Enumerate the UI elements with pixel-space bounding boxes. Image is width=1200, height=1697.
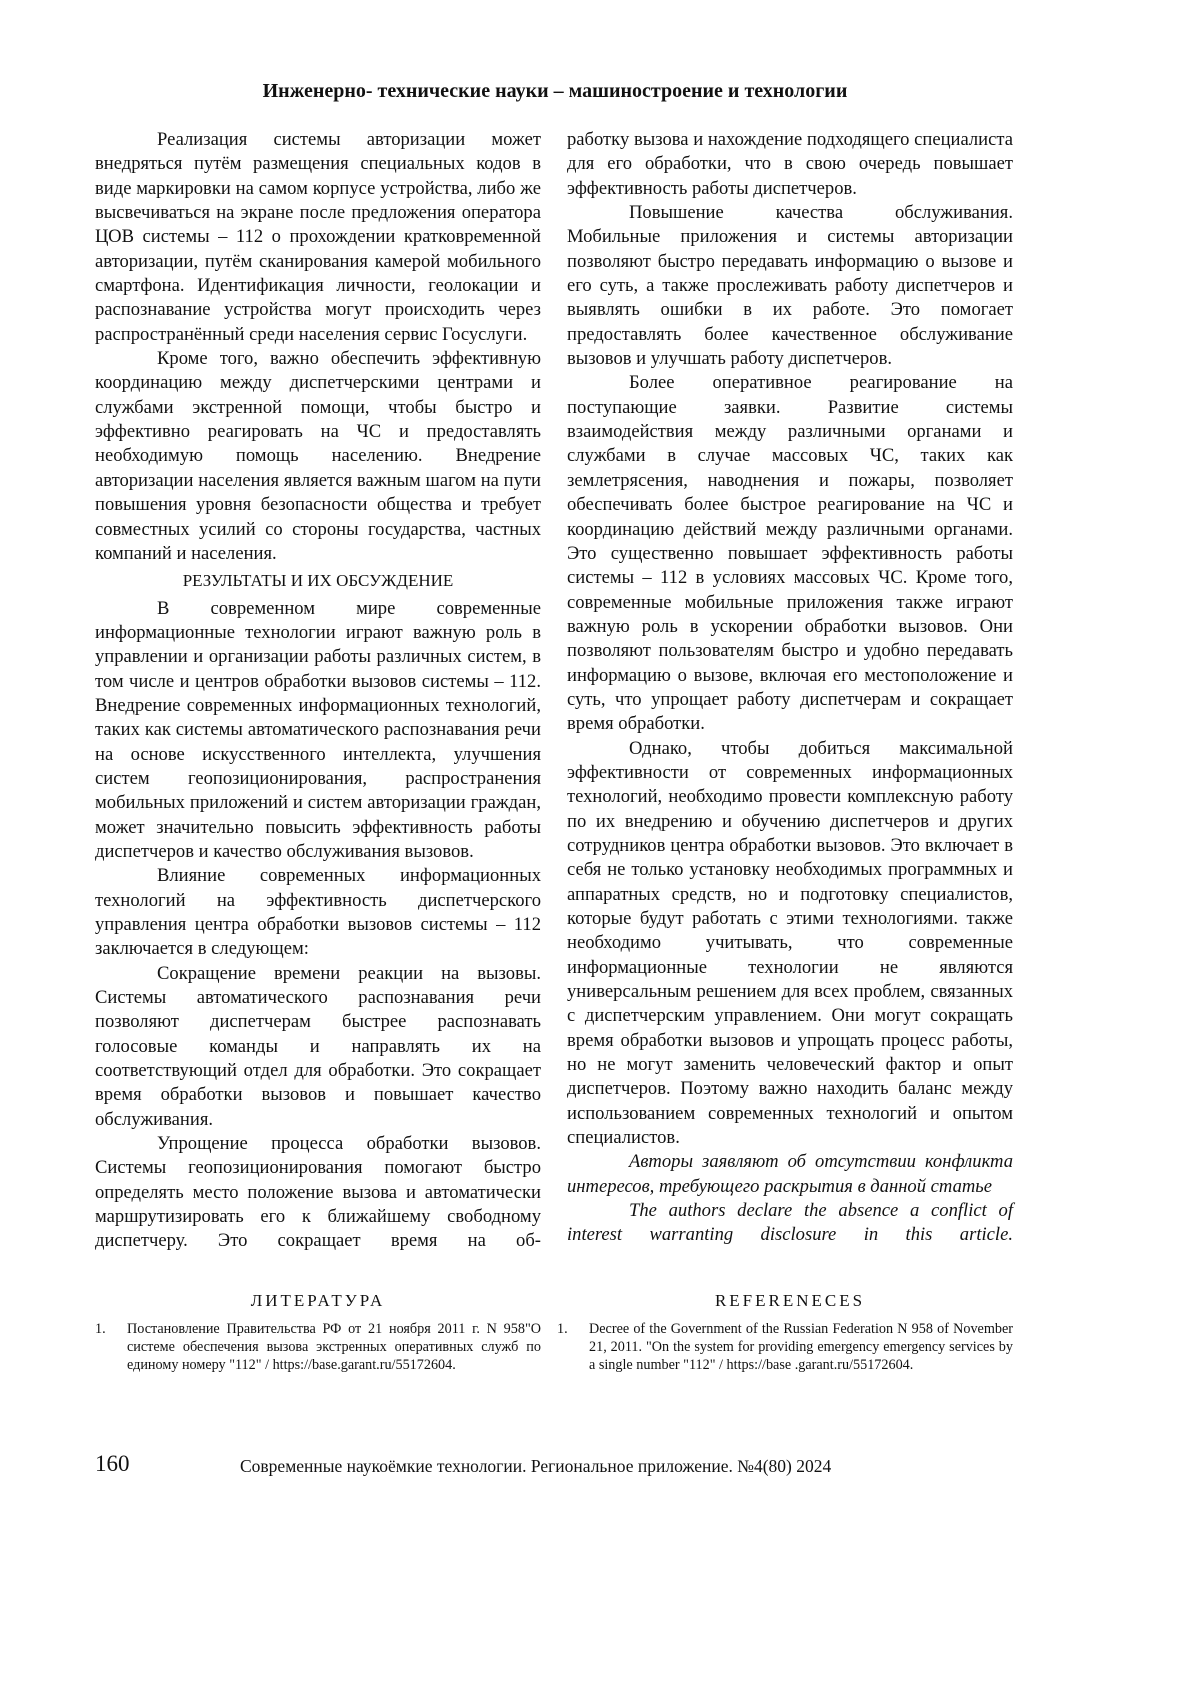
paragraph: Однако, чтобы добиться максимальной эффективности от современных информационных технологий, необходимо провести комплексную работу по их внедрению и обучению диспетчеров и других сотрудников центра обработки вызовов. Это включает в себя не только установку необходимых программных и аппаратных средств, но и подготовку специалистов, которые будут работать с этими технологиями. также необходимо учитывать, что современные информационные технологии не являются универсальным решением для всех проблем, связанных с диспетчерским управлением. Они могут сокращать время обработки вызовов и упрощать процесс работы, но не могут заменить человеческий фактор и опыт диспетчеров. Поэтому важно находить баланс между использованием современных технологий и опытом специалистов. bbox=[567, 737, 1013, 1149]
reference-item-ru bbox=[95, 1320, 541, 1374]
running-header: Инженерно- технические науки – машиностроение и технологии bbox=[262, 80, 848, 102]
references-heading-ru: ЛИТЕРАТУРА bbox=[250, 1291, 386, 1310]
paragraph: Повышение качества обслуживания. Мобильные приложения и системы авторизации позволяют быстро передавать информацию о вызове и его суть, а также прослеживать работу диспетчеров и выявлять ошибки в их работе. Это помогает предоставлять более качественное обслуживание вызовов и улучшать работу диспетчеров. bbox=[567, 202, 1013, 370]
references-heading-en: REFERENECES bbox=[714, 1291, 866, 1310]
reference-number: 1. bbox=[557, 1321, 568, 1337]
section-heading: РЕЗУЛЬТАТЫ И ИХ ОБСУЖДЕНИЕ bbox=[182, 571, 454, 591]
reference-number: 1. bbox=[95, 1321, 106, 1337]
page-number: 160 bbox=[95, 1451, 130, 1476]
journal-footer: Современные наукоёмкие технологии. Региональное приложение. №4(80) 2024 bbox=[240, 1456, 832, 1476]
paragraph: Сокращение времени реакции на вызовы. Системы автоматического распознавания речи позволяют диспетчерам быстрее распознавать голосовые команды и направлять их на соответствующий отдел для обработки. Это сокращает время обработки вызовов и повышает качество обслуживания. bbox=[95, 962, 541, 1130]
paragraph: Упрощение процесса обработки вызовов. Системы геопозиционирования помогают быстро определять место положение вызова и автоматически маршрутизировать его к ближайшему свободному диспетчеру. Это сокращает время на об- bbox=[95, 1133, 541, 1252]
left-column bbox=[95, 128, 541, 1254]
paragraph: В современном мире современные информационные технологии играют важную роль в управлении и организации работы различных систем, в том числе и центров обработки вызовов системы – 112. Внедрение современных информационных технологий, таких как системы автоматического распознавания речи на основе искусственного интеллекта, улучшения систем геопозиционирования, распространения мобильных приложений и систем авторизации граждан, может значительно повысить эффективность работы диспетчеров и качество обслуживания вызовов. bbox=[95, 597, 541, 862]
paragraph: Влияние современных информационных технологий на эффективность диспетчерского управления центра обработки вызовов системы – 112 заключается в следующем: bbox=[95, 865, 541, 960]
paragraph: Реализация системы авторизации может внедряться путём размещения специальных кодов в виде маркировки на самом корпусе устройства, либо же высвечиваться на экране после предложения оператора ЦОВ системы – 112 о прохождении кратковременной авторизации, путём сканирования камерой мобильного смартфона. Идентификация личности, геолокации и распознавание устройства могут происходить через распространённый среди населения сервис Госуслуги. bbox=[95, 129, 541, 345]
reference-item-en bbox=[557, 1320, 1013, 1374]
right-column bbox=[567, 128, 1013, 1248]
conflict-statement-ru: Авторы заявляют об отсутствии конфликта интересов, требующего раскрытия в данной статье bbox=[567, 1151, 1013, 1197]
reference-text: Постановление Правительства РФ от 21 ноября 2011 г. N 958"О системе обеспечения вызова экстренных оперативных служб по единому номеру "112" / https://base.garant.ru/55172604. bbox=[127, 1321, 541, 1373]
reference-text: Decree of the Government of the Russian Federation N 958 of November 21, 2011. "On the system for providing emergency emergency services by a single number "112" / https://base .garant.ru/55172604. bbox=[589, 1321, 1013, 1373]
paragraph: работку вызова и нахождение подходящего специалиста для его обработки, что в свою очередь повышает эффективность работы диспетчеров. bbox=[567, 129, 1013, 199]
paragraph: Кроме того, важно обеспечить эффективную координацию между диспетчерскими центрами и службами экстренной помощи, чтобы быстро и эффективно реагировать на ЧС и предоставлять необходимую помощь населению. Внедрение авторизации населения является важным шагом на пути повышения уровня безопасности общества и требует совместных усилий со стороны государства, частных компаний и населения. bbox=[95, 348, 541, 564]
conflict-statement-en: The authors declare the absence a conflict of interest warranting disclosure in this article. bbox=[567, 1200, 1013, 1246]
paragraph: Более оперативное реагирование на поступающие заявки. Развитие системы взаимодействия между различными органами и службами в случае массовых ЧС, таких как землетрясения, наводнения и пожары, позволяет обеспечивать более быстрое реагирование на ЧС и координацию действий между различными органами. Это существенно повышает эффективность работы системы – 112 в условиях массовых ЧС. Кроме того, современные мобильные приложения также играют важную роль в ускорении обработки вызовов. Они позволяют пользователям быстро и удобно передавать информацию о вызове, включая его местоположение и суть, что упрощает работу диспетчерам и сокращает время обработки. bbox=[567, 372, 1013, 735]
